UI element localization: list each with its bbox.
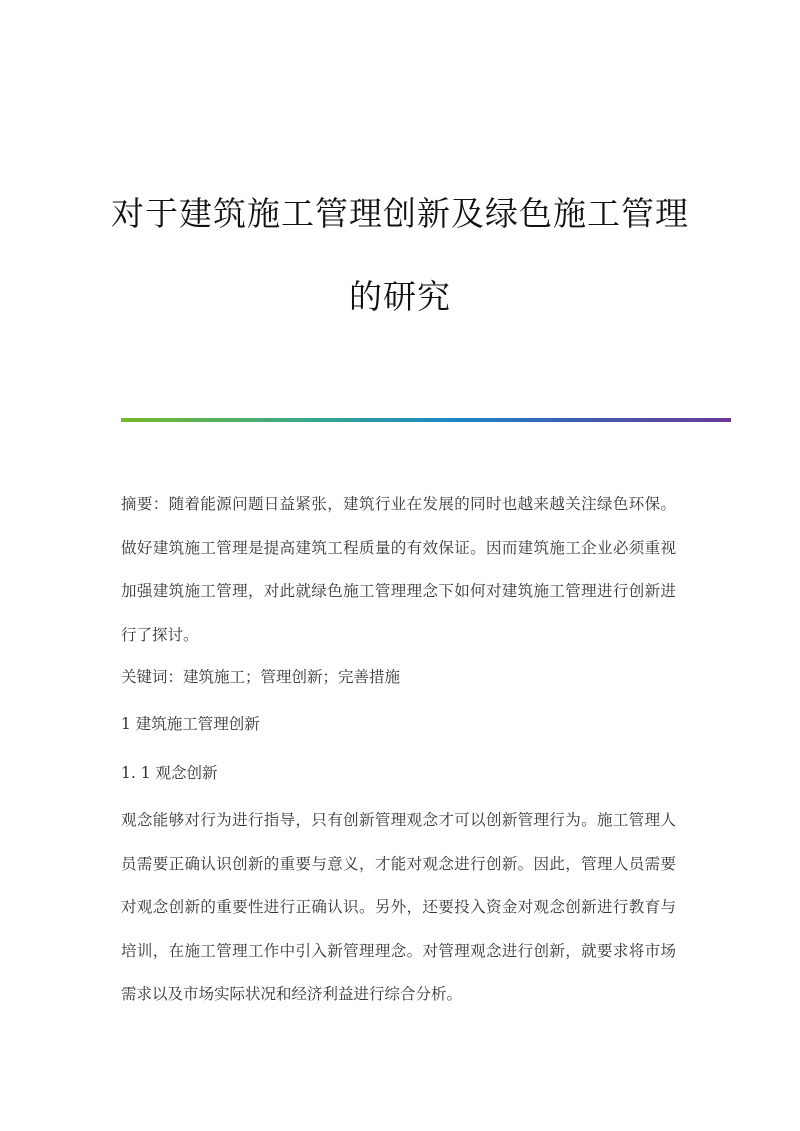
section-1-1-paragraph: 观念能够对行为进行指导，只有创新管理观念才可以创新管理行为。施工管理人员需要正确认识创新的重要与意义，才能对观念进行创新。因此，管理人员需要对观念创新的重要性进行正确认识。另外，还要投入资金对观念创新进行教育与培训，在施工管理工作中引入新管理理念。对管理观念进行创新，就要求将市场需求以及市场实际状况和经济利益进行综合分析。 — [121, 811, 676, 1003]
keywords-line: 关键词：建筑施工；管理创新；完善措施 — [121, 668, 401, 686]
section-1-heading: 1 建筑施工管理创新 — [121, 715, 260, 733]
document-title-line-1: 对于建筑施工管理创新及绿色施工管理 — [111, 194, 689, 233]
gradient-divider — [121, 418, 731, 422]
abstract-paragraph: 摘要：随着能源问题日益紧张，建筑行业在发展的同时也越来越关注绿色环保。做好建筑施工管理是提高建筑工程质量的有效保证。因而建筑施工企业必须重视加强建筑施工管理，对此就绿色施工管理理念下如何对建筑施工管理进行创新进行了探讨。 — [121, 495, 676, 644]
section-1-1-heading: 1. 1 观念创新 — [121, 764, 218, 782]
document-title-line-2: 的研究 — [349, 277, 451, 316]
